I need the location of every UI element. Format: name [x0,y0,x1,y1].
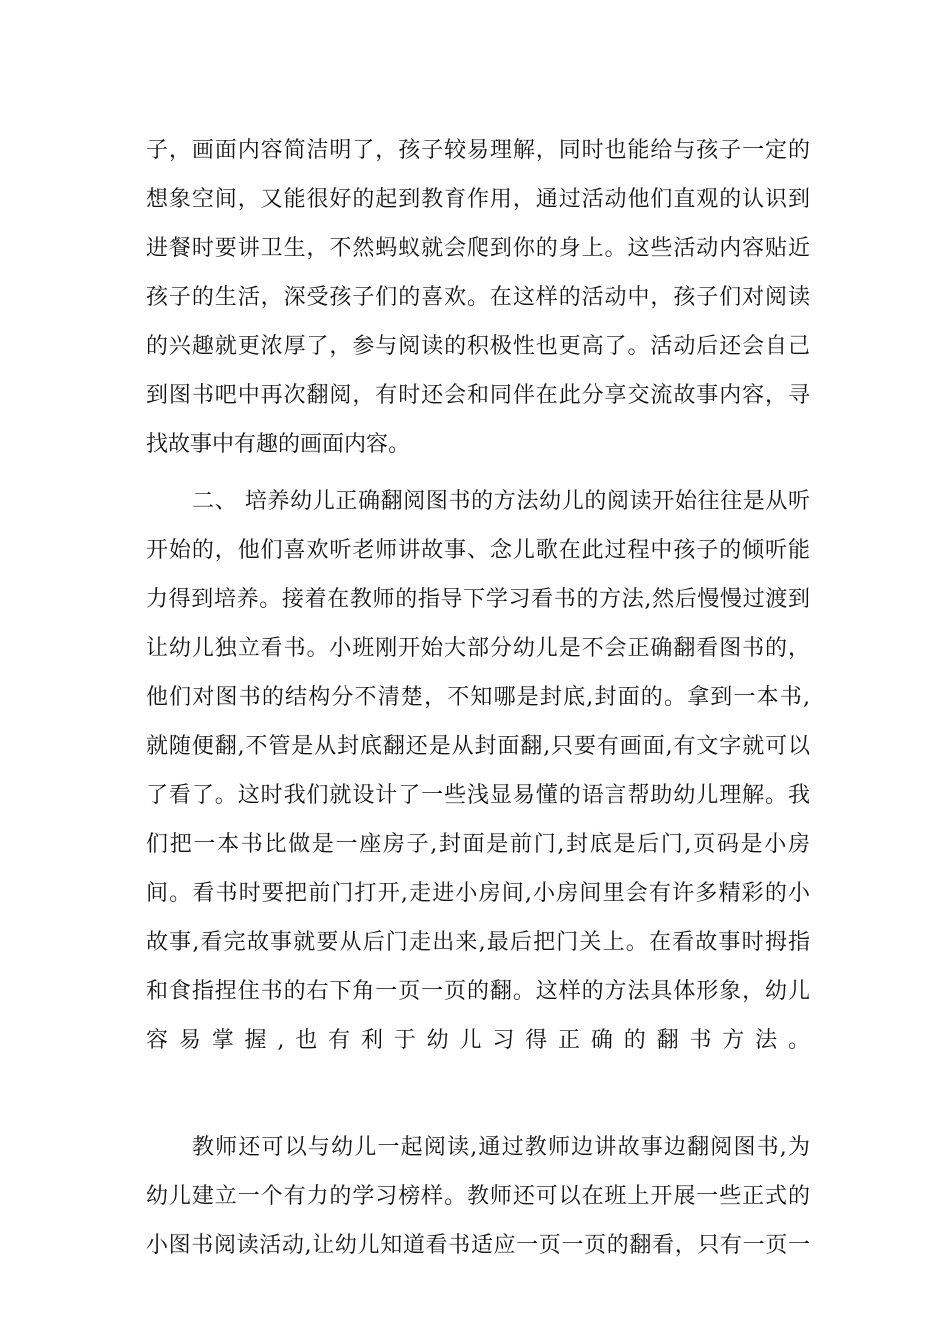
text-line: 子，画面内容简洁明了，孩子较易理解，同时也能给与孩子一定的 [146,138,810,163]
text-line: 就随便翻,不管是从封底翻还是从封面翻,只要有画面,有文字就可以 [146,734,810,759]
text-line: 孩子的生活，深受孩子们的喜欢。在这样的活动中，孩子们对阅读 [146,285,810,310]
text-line: 间。看书时要把前门打开,走进小房间,小房间里会有许多精彩的小 [146,881,810,906]
text-line: 和食指捏住书的右下角一页一页的翻。这样的方法具体形象，幼儿 [146,979,810,1004]
text-line: 想象空间，又能很好的起到教育作用，通过活动他们直观的认识到 [146,187,810,212]
text-line: 让幼儿独立看书。小班刚开始大部分幼儿是不会正确翻看图书的， [146,636,810,661]
text-line: 小图书阅读活动,让幼儿知道看书适应一页一页的翻看，只有一页一 [146,1233,810,1258]
text-line: 们把一本书比做是一座房子,封面是前门,封底是后门,页码是小房 [146,832,810,857]
text-line: 他们对图书的结构分不清楚，不知哪是封底,封面的。拿到一本书, [146,685,810,710]
text-line: 了看了。这时我们就设计了一些浅显易懂的语言帮助幼儿理解。我 [146,783,810,808]
text-line: 力得到培养。接着在教师的指导下学习看书的方法,然后慢慢过渡到 [146,587,810,612]
text-line: 找故事中有趣的画面内容。 [146,432,411,457]
section-heading-line: 二、 培养幼儿正确翻阅图书的方法幼儿的阅读开始往往是从听 [192,489,810,514]
text-line: 幼儿建立一个有力的学习榜样。教师还可以在班上开展一些正式的 [146,1184,810,1209]
text-line: 到图书吧中再次翻阅，有时还会和同伴在此分享交流故事内容，寻 [146,383,810,408]
text-line: 故事,看完故事就要从后门走出来,最后把门关上。在看故事时拇指 [146,930,810,955]
text-line [146,1070,810,1110]
text-line: 容易掌握,也有利于幼儿习得正确的翻书方法。 [146,1028,810,1053]
text-line: 教师还可以与幼儿一起阅读,通过教师边讲故事边翻阅图书,为 [192,1135,810,1160]
text-line: 的兴趣就更浓厚了，参与阅读的积极性也更高了。活动后还会自己 [146,334,810,359]
text-line: 开始的，他们喜欢听老师讲故事、念儿歌在此过程中孩子的倾听能 [146,538,810,563]
text-line: 进餐时要讲卫生，不然蚂蚁就会爬到你的身上。这些活动内容贴近 [146,236,810,261]
